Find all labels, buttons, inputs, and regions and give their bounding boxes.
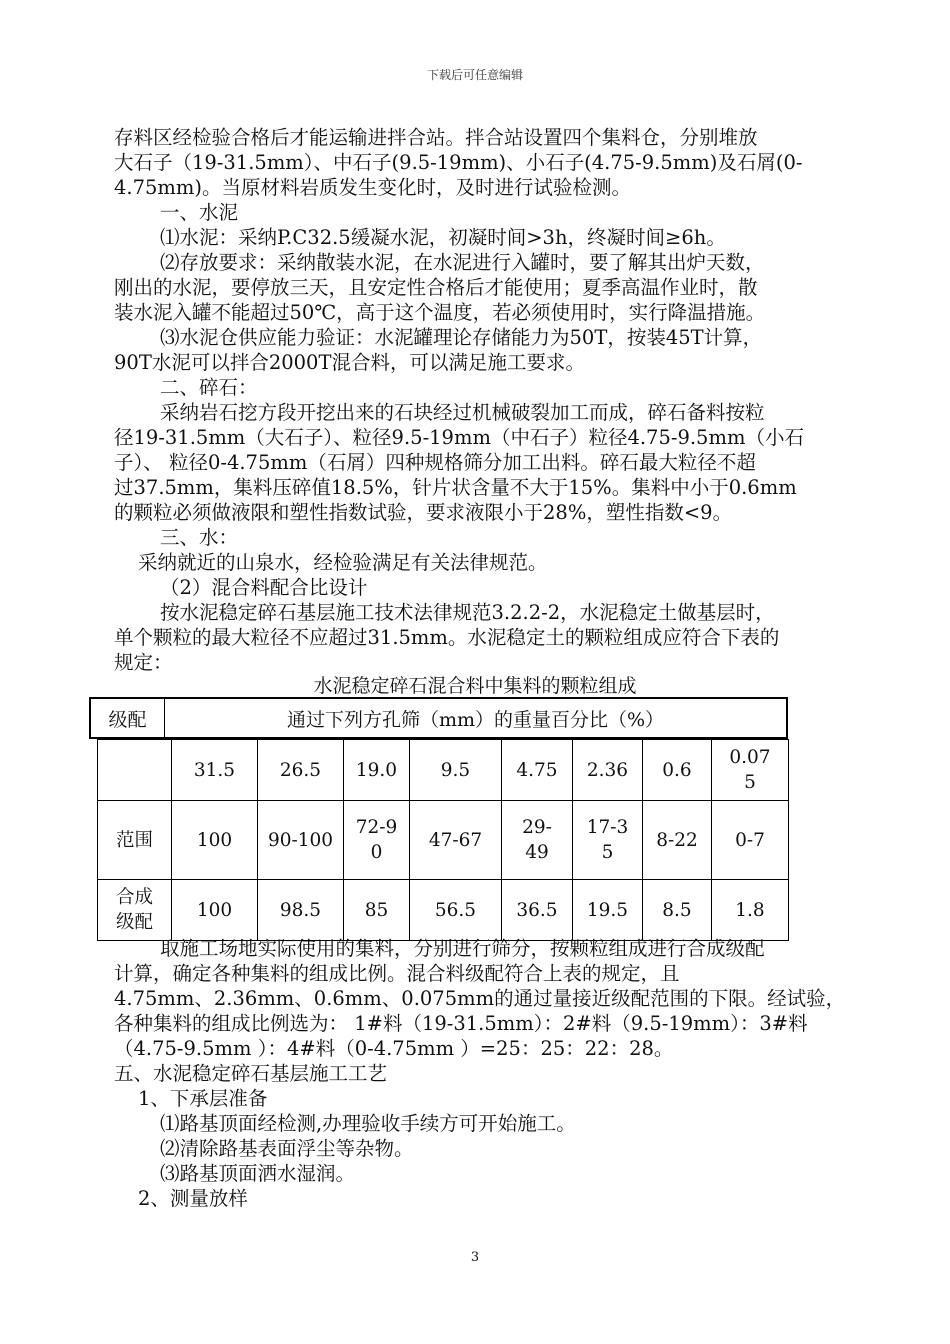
section-heading: 一、水泥	[160, 201, 239, 224]
table-cell: 19.0	[344, 740, 410, 801]
gradation-table	[97, 739, 789, 941]
paragraph-line: 刚出的水泥，要停放三天，且安定性合格后才能使用；夏季高温作业时，散	[114, 276, 758, 299]
table-cell: 100	[172, 801, 258, 880]
table-row	[98, 801, 789, 880]
paragraph-line: 大石子（19-31.5mm）、中石子(9.5-19mm)、小石子(4.75-9.5mm)及石屑(0-	[114, 151, 803, 174]
section-heading: 2、测量放样	[138, 1187, 248, 1210]
table-row	[98, 880, 789, 941]
paragraph-line: 采纳就近的山泉水，经检验满足有关法律规范。	[138, 551, 548, 574]
paragraph-line: 存料区经检验合格后才能运输进拌合站。拌合站设置四个集料仓，分别堆放	[114, 126, 758, 149]
table-row-label: 合成级配	[98, 880, 172, 941]
section-heading: 1、下承层准备	[138, 1087, 268, 1110]
paragraph-line: 子）、 粒径0-4.75mm（石屑）四种规格筛分加工出料。碎石最大粒径不超	[114, 451, 756, 474]
table-cell: 9.5	[410, 740, 502, 801]
table-header-gradation: 级配	[91, 699, 165, 737]
paragraph-line: ⑶水泥仓供应能力验证：水泥罐理论存储能力为50T，按装45T计算，	[160, 326, 763, 349]
table-cell: 0.6	[643, 740, 712, 801]
paragraph-line: 的颗粒必须做液限和塑性指数试验，要求液限小于28%，塑性指数<9。	[114, 501, 733, 524]
table-caption: 水泥稳定碎石混合料中集料的颗粒组成	[313, 675, 637, 697]
table-cell	[98, 740, 172, 801]
table-cell: 19.5	[573, 880, 643, 941]
table-header-sieve: 通过下列方孔筛（mm）的重量百分比（%）	[286, 708, 665, 731]
table-cell: 2.36	[573, 740, 643, 801]
paragraph-line: ⑴水泥：采纳P.C32.5缓凝水泥，初凝时间>3h，终凝时间≥6h。	[160, 226, 726, 249]
table-cell: 100	[172, 880, 258, 941]
paragraph-line: 按水泥稳定碎石基层施工技术法律规范3.2.2-2，水泥稳定土做基层时，	[160, 601, 775, 624]
paragraph-line: 过37.5mm，集料压碎值18.5%，针片状含量不大于15%。集料中小于0.6mm	[114, 476, 797, 499]
table-cell: 8-22	[643, 801, 712, 880]
paragraph-line: （4.75-9.5mm ）：4#料（0-4.75mm ）=25：25：22：28。	[114, 1037, 674, 1060]
paragraph-line: ⑵清除路基表面浮尘等杂物。	[160, 1137, 414, 1160]
table-cell: 4.75	[502, 740, 573, 801]
page-number: 3	[470, 1250, 480, 1265]
table-cell: 8.5	[643, 880, 712, 941]
page-header: 下载后可任意编辑	[426, 68, 523, 82]
table-header-row	[89, 697, 788, 739]
table-cell: 47-67	[410, 801, 502, 880]
paragraph-line: 各种集料的组成比例选为： 1#料（19-31.5mm）：2#料（9.5-19mm）：3#料	[114, 1012, 808, 1035]
section-heading: 三、水：	[160, 526, 239, 549]
paragraph-line: 4.75mm)。当原材料岩质发生变化时，及时进行试验检测。	[114, 176, 632, 199]
paragraph-line: 单个颗粒的最大粒径不应超过31.5mm。水泥稳定土的颗粒组成应符合下表的	[114, 626, 780, 649]
paragraph-line: 计算，确定各种集料的组成比例。混合料级配符合上表的规定，且	[114, 962, 680, 985]
section-heading: 五、水泥稳定碎石基层施工工艺	[114, 1062, 388, 1085]
table-cell: 85	[344, 880, 410, 941]
table-cell: 26.5	[258, 740, 344, 801]
table-cell: 56.5	[410, 880, 502, 941]
table-cell: 0-7	[712, 801, 789, 880]
table-cell: 31.5	[172, 740, 258, 801]
table-cell: 17-35	[573, 801, 643, 880]
paragraph-line: ⑶路基顶面洒水湿润。	[160, 1162, 356, 1185]
table-cell: 1.8	[712, 880, 789, 941]
paragraph-line: 规定：	[114, 651, 173, 674]
paragraph-line: 90T水泥可以拌合2000T混合料，可以满足施工要求。	[114, 351, 585, 374]
table-cell: 72-90	[344, 801, 410, 880]
paragraph-line: 径19-31.5mm（大石子）、粒径9.5-19mm（中石子）粒径4.75-9.5mm（小石	[114, 426, 804, 449]
paragraph-line: ⑴路基顶面经检测,办理验收手续方可开始施工。	[160, 1112, 576, 1135]
table-cell: 0.075	[712, 740, 789, 801]
paragraph-line: 采纳岩石挖方段开挖出来的石块经过机械破裂加工而成，碎石备料按粒	[160, 401, 765, 424]
section-heading: 二、碎石：	[160, 376, 258, 399]
section-heading: （2）混合料配合比设计	[160, 576, 368, 599]
paragraph-line: ⑵存放要求：采纳散装水泥，在水泥进行入罐时，要了解其出炉天数，	[160, 251, 765, 274]
paragraph-line: 4.75mm、2.36mm、0.6mm、0.075mm的通过量接近级配范围的下限。经试验，	[114, 987, 846, 1010]
table-cell: 36.5	[502, 880, 573, 941]
table-cell: 29-49	[502, 801, 573, 880]
table-row	[98, 740, 789, 801]
table-cell: 90-100	[258, 801, 344, 880]
paragraph-line: 装水泥入罐不能超过50℃，高于这个温度，若必须使用时，实行降温措施。	[114, 301, 766, 324]
table-cell: 98.5	[258, 880, 344, 941]
table-row-label: 范围	[98, 801, 172, 880]
paragraph-line: 取施工场地实际使用的集料，分别进行筛分，按颗粒组成进行合成级配	[160, 937, 765, 960]
